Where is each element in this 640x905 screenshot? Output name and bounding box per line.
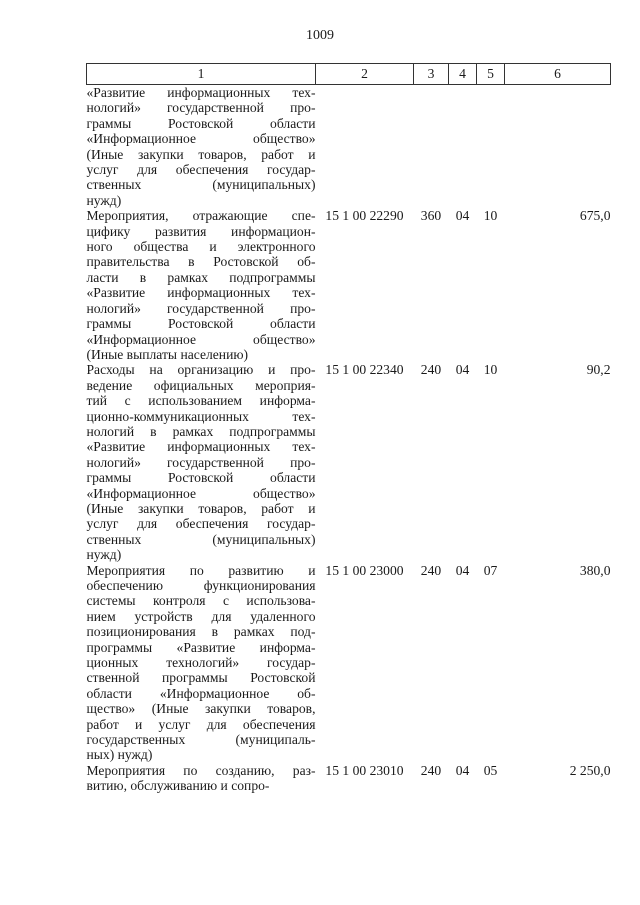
item-description xyxy=(87,85,316,209)
description-line: «Развитие информационных тех- xyxy=(86,85,316,100)
description-line: (Иные закупки товаров, работ и xyxy=(86,500,316,516)
description-line: витию, обслуживанию и сопро- xyxy=(86,778,270,794)
description-line: ционных технологий» государ- xyxy=(86,655,316,671)
column-header: 5 xyxy=(477,64,505,85)
subsection-code: 07 xyxy=(483,562,498,578)
column-header: 1 xyxy=(87,64,316,85)
description-line: нологий» государственной про- xyxy=(86,300,316,316)
target-article-code: 15 1 00 22290 xyxy=(325,208,404,224)
table-row xyxy=(87,563,611,763)
description-line: «Информационное общество» xyxy=(86,131,316,147)
description-line: услуг для обеспечения государ- xyxy=(86,516,316,532)
description-line: тий с использованием информа- xyxy=(86,393,316,409)
amount-value: 2 250,0 xyxy=(569,762,611,778)
description-line: «Информационное общество» xyxy=(86,485,316,501)
section-code: 04 xyxy=(455,362,470,378)
table-row xyxy=(87,85,611,209)
description-line: ного общества и электронного xyxy=(86,239,316,255)
subsection-code xyxy=(477,85,505,209)
description-line: программы «Развитие информа- xyxy=(86,639,316,655)
description-line: «Информационное общество» xyxy=(86,331,316,347)
description-line: нологий в рамках подпрограммы xyxy=(86,423,316,439)
description-line: (Иные выплаты населению) xyxy=(86,346,249,362)
section-code: 04 xyxy=(455,762,470,778)
description-line: Мероприятия по развитию и xyxy=(86,562,316,578)
description-line: государственных (муниципаль- xyxy=(86,732,316,748)
table-row xyxy=(87,362,611,562)
subsection-code: 05 xyxy=(483,762,498,778)
description-line: нием устройств для удаленного xyxy=(86,608,316,624)
column-header: 3 xyxy=(414,64,449,85)
description-line: Мероприятия, отражающие спе- xyxy=(86,208,316,224)
description-line: ственных (муниципальных) xyxy=(86,531,316,547)
description-line: нужд) xyxy=(86,192,122,208)
column-header: 6 xyxy=(505,64,611,85)
description-line: «Развитие информационных тех- xyxy=(86,285,316,301)
description-line: «Развитие информационных тех- xyxy=(86,439,316,455)
target-article-code: 15 1 00 23000 xyxy=(325,562,404,578)
description-line: позиционирования в рамках под- xyxy=(86,624,316,640)
description-line: Расходы на организацию и про- xyxy=(86,362,316,378)
description-line: правительства в Ростовской об- xyxy=(86,254,316,270)
description-line: системы контроля с использова- xyxy=(86,593,316,609)
description-line: граммы Ростовской области xyxy=(86,470,316,486)
amount-value: 90,2 xyxy=(586,362,611,378)
description-line: области «Информационное об- xyxy=(86,685,316,701)
expense-type-code: 240 xyxy=(420,362,442,378)
description-line: (Иные закупки товаров, работ и xyxy=(86,146,316,162)
item-description xyxy=(87,208,316,362)
description-line: Мероприятия по созданию, раз- xyxy=(86,762,316,778)
amount-value: 380,0 xyxy=(579,562,611,578)
description-line: граммы Ростовской области xyxy=(86,316,316,332)
description-line: ционно-коммуникационных тех- xyxy=(86,408,316,424)
item-description xyxy=(87,362,316,562)
description-line: нужд) xyxy=(86,547,122,563)
expense-type-code: 360 xyxy=(420,208,442,224)
item-description xyxy=(87,563,316,763)
target-article-code: 15 1 00 23010 xyxy=(325,762,404,778)
description-line: граммы Ростовской области xyxy=(86,115,316,131)
column-header: 2 xyxy=(316,64,414,85)
page-number: 1009 xyxy=(306,28,334,43)
expense-type-code: 240 xyxy=(420,562,442,578)
table-header-row xyxy=(87,64,611,85)
description-line: нологий» государственной про- xyxy=(86,100,316,116)
section-code: 04 xyxy=(455,208,470,224)
subsection-code: 10 xyxy=(483,208,498,224)
expense-type-code: 240 xyxy=(420,762,442,778)
column-header: 4 xyxy=(449,64,477,85)
description-line: щество» (Иные закупки товаров, xyxy=(86,701,316,717)
description-line: ведение официальных мероприя- xyxy=(86,377,316,393)
table-row xyxy=(87,763,611,794)
budget-table xyxy=(86,63,611,794)
subsection-code: 10 xyxy=(483,362,498,378)
item-description xyxy=(87,763,316,794)
description-line: ных) нужд) xyxy=(86,747,153,763)
target-article-code xyxy=(316,85,414,209)
amount-value: 675,0 xyxy=(579,208,611,224)
description-line: ственной программы Ростовской xyxy=(86,670,316,686)
section-code: 04 xyxy=(455,562,470,578)
description-line: обеспечению функционирования xyxy=(86,578,316,593)
description-line: ласти в рамках подпрограммы xyxy=(86,269,316,285)
description-line: ственных (муниципальных) xyxy=(86,177,316,193)
section-code xyxy=(449,85,477,209)
table-row xyxy=(87,208,611,362)
target-article-code: 15 1 00 22340 xyxy=(325,362,404,378)
description-line: цифику развития информацион- xyxy=(86,223,316,239)
description-line: услуг для обеспечения государ- xyxy=(86,162,316,178)
description-line: нологий» государственной про- xyxy=(86,454,316,470)
expense-type-code xyxy=(414,85,449,209)
description-line: работ и услуг для обеспечения xyxy=(86,716,316,732)
amount-value xyxy=(505,85,611,209)
